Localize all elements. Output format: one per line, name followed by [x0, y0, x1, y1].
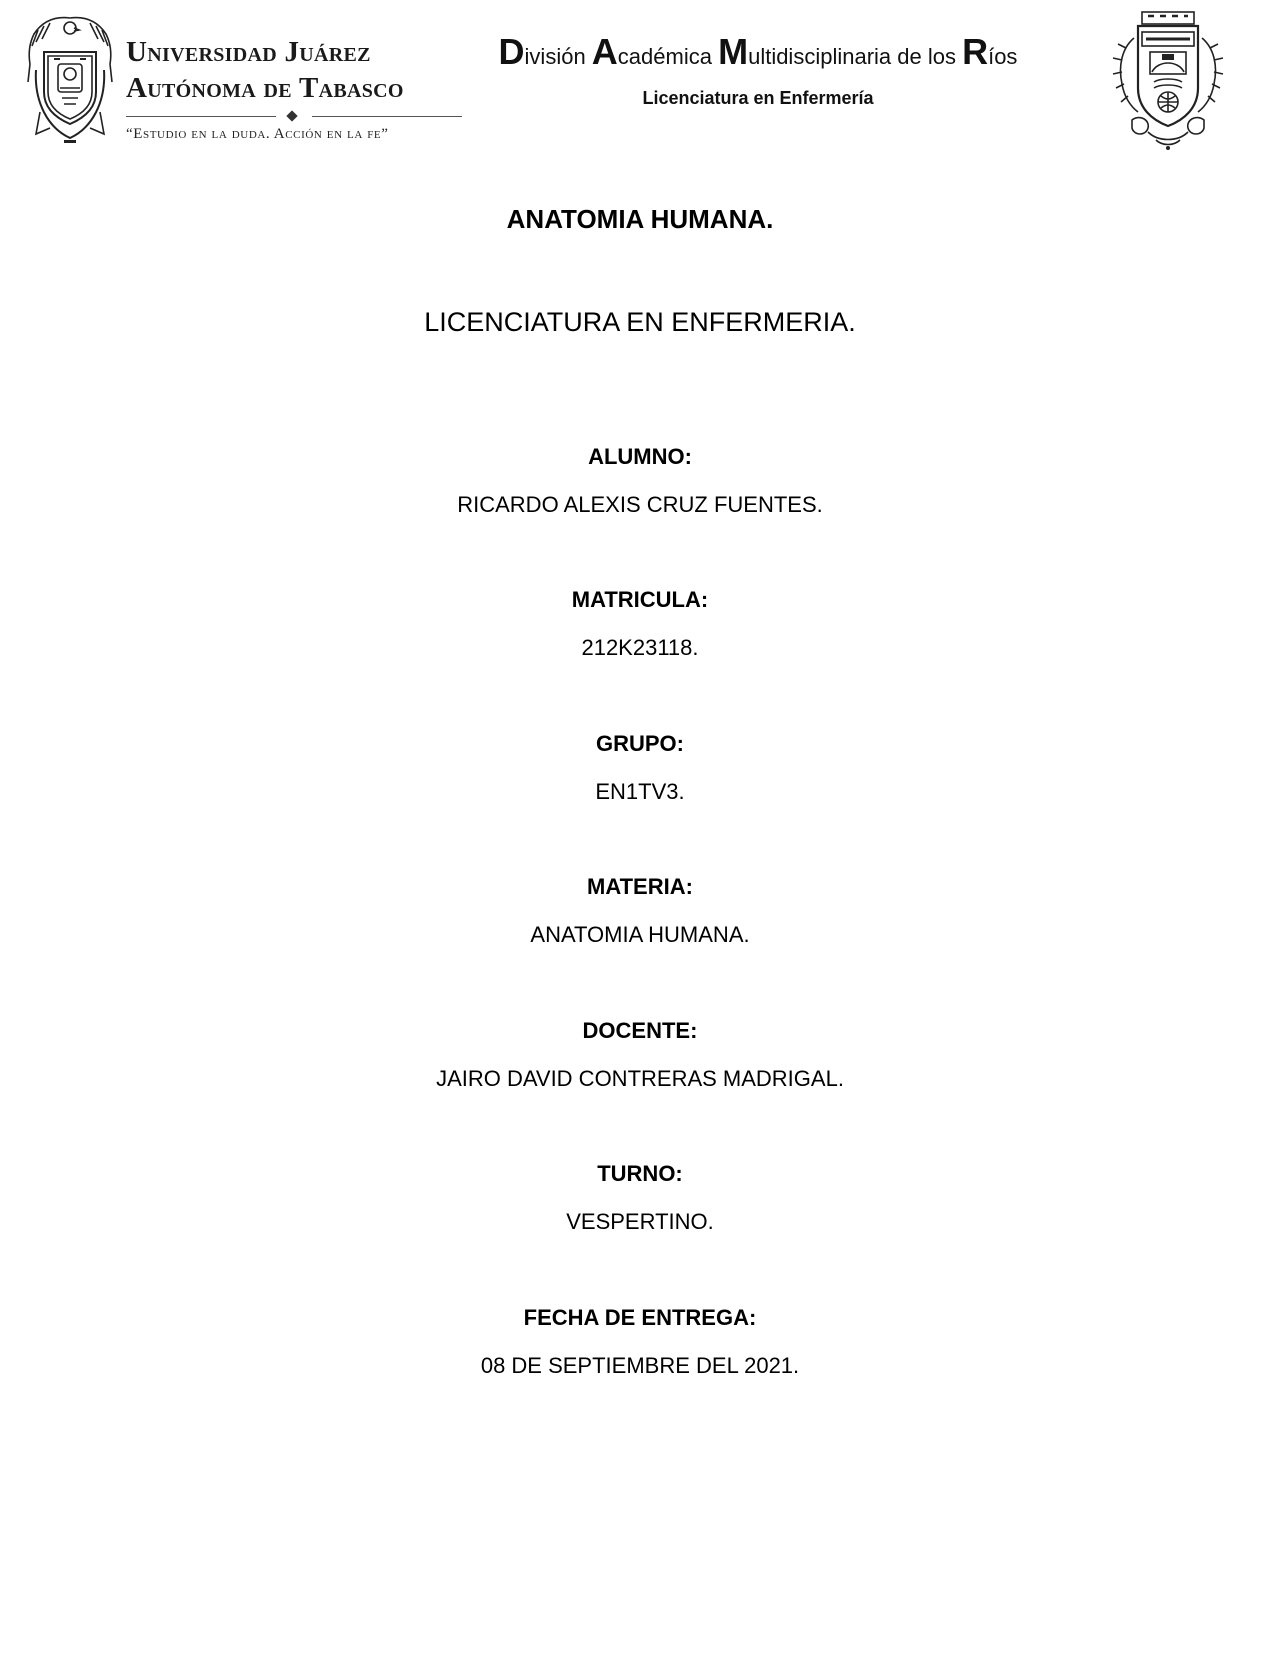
- division-title-rest-3: ultidisciplinaria de los: [748, 44, 963, 69]
- field-value: JAIRO DAVID CONTRERAS MADRIGAL.: [436, 1066, 844, 1091]
- document-title: ANATOMIA HUMANA.: [506, 204, 774, 234]
- division-title-cap-4: R: [962, 31, 989, 72]
- division-title: [478, 31, 1038, 72]
- field-label: ALUMNO:: [588, 444, 692, 469]
- field-value: 08 DE SEPTIEMBRE DEL 2021.: [480, 1353, 800, 1378]
- field-label: DOCENTE:: [582, 1018, 698, 1043]
- field-label: FECHA DE ENTREGA:: [523, 1305, 757, 1330]
- field-fecha-entrega: [0, 1305, 1280, 1379]
- university-name-line-1: Universidad Juárez: [126, 36, 371, 68]
- division-title-rest-2: cadémica: [617, 44, 719, 69]
- field-label: TURNO:: [597, 1161, 683, 1186]
- diamond-ornament-icon: [286, 110, 297, 121]
- field-value: ANATOMIA HUMANA.: [530, 922, 750, 947]
- page-header: [0, 0, 1280, 160]
- division-title-cap-1: D: [498, 31, 525, 72]
- division-title-cap-3: M: [718, 31, 749, 72]
- field-label: MATRICULA:: [571, 587, 709, 612]
- document-subtitle: LICENCIATURA EN ENFERMERIA.: [424, 307, 856, 337]
- field-materia: [0, 874, 1280, 948]
- field-value: 212K23118.: [581, 635, 699, 660]
- ujat-seal-logo: [24, 12, 116, 150]
- field-value: RICARDO ALEXIS CRUZ FUENTES.: [457, 492, 823, 517]
- university-motto: “Estudio en la duda. Acción en la fe”: [126, 126, 389, 142]
- division-seal-logo: [1104, 8, 1232, 152]
- division-title-rest-1: ivisión: [524, 44, 592, 69]
- university-name-line-2: Autónoma de Tabasco: [126, 72, 404, 104]
- field-value: EN1TV3.: [595, 779, 685, 804]
- field-label: GRUPO:: [596, 731, 684, 756]
- division-title-cap-2: A: [591, 31, 618, 72]
- field-matricula: [0, 587, 1280, 661]
- university-wordmark: [126, 34, 466, 143]
- field-turno: [0, 1161, 1280, 1235]
- ornamental-divider: [126, 110, 462, 124]
- field-label: MATERIA:: [587, 874, 693, 899]
- division-heading: [478, 31, 1038, 109]
- division-subtitle: Licenciatura en Enfermería: [642, 88, 874, 108]
- field-value: VESPERTINO.: [566, 1209, 714, 1234]
- field-alumno: [0, 444, 1280, 518]
- field-docente: [0, 1018, 1280, 1092]
- division-title-rest-4: íos: [988, 44, 1018, 69]
- field-grupo: [0, 731, 1280, 805]
